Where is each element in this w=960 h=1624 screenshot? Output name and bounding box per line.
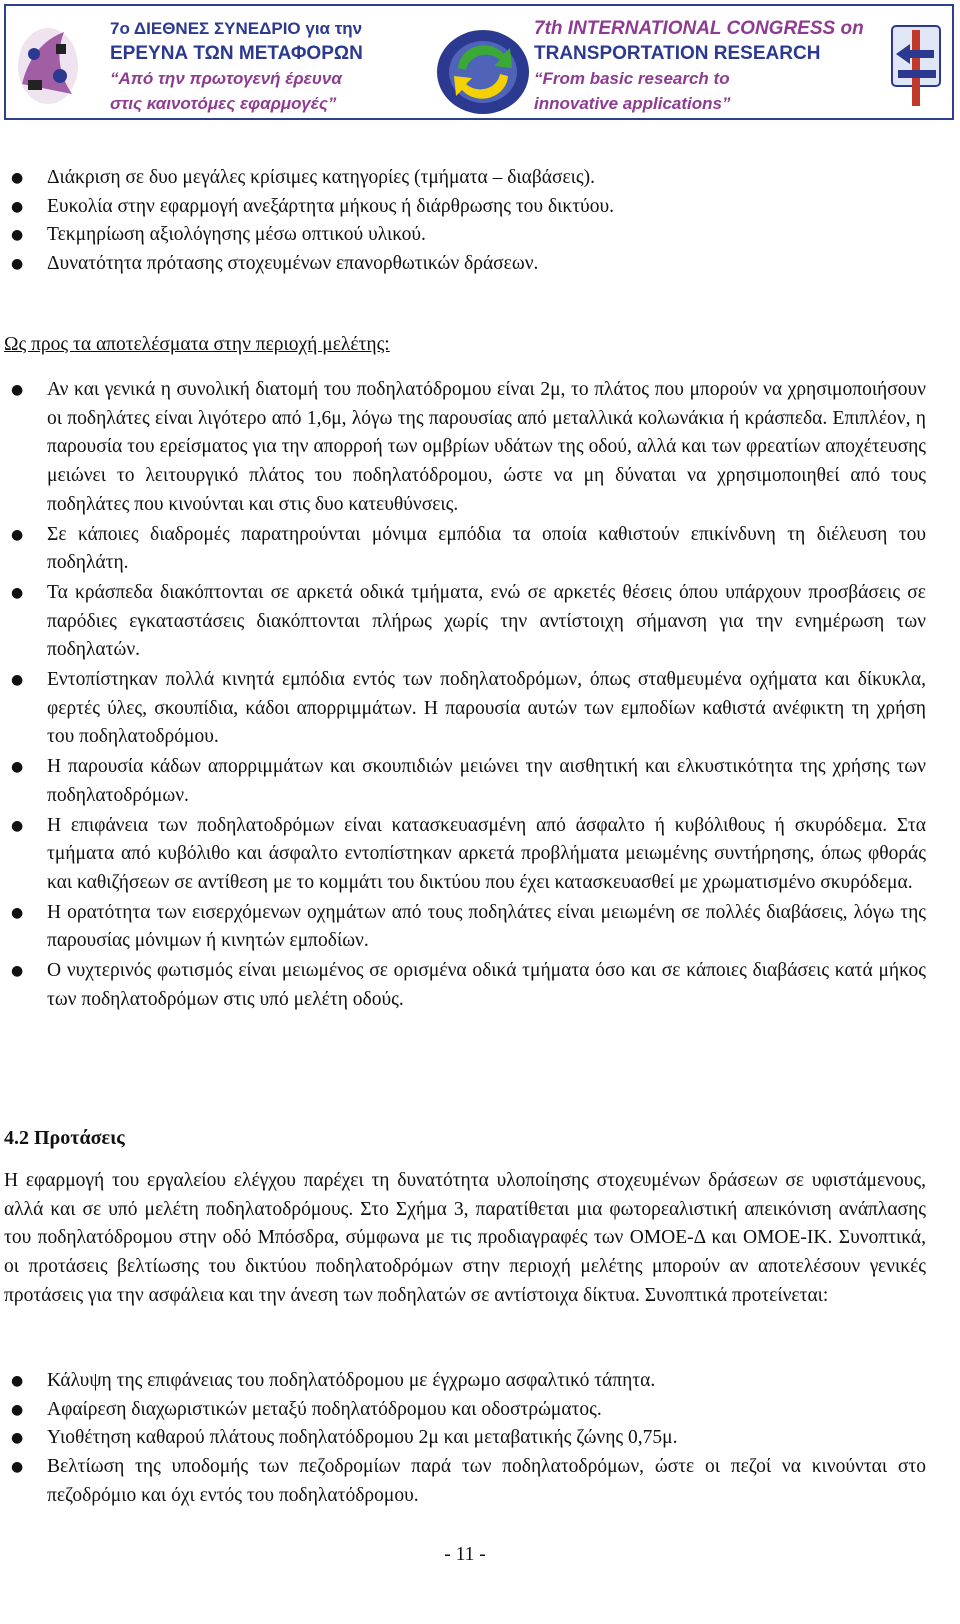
greek-subtitle-line2: στις καινοτόμες εφαρμογές”: [110, 94, 337, 113]
list-item: ● Κάλυψη της επιφάνειας του ποδηλατόδρομου με έγχρωμο ασφαλτικό τάπητα.: [0, 1367, 960, 1396]
list-item: ● Ευκολία στην εφαρμογή ανεξάρτητα μήκους ή διάρθρωσης του δικτύου.: [0, 193, 960, 222]
results-list: [0, 376, 960, 1015]
list-item: ● Δυνατότητα πρότασης στοχευμένων επανορθωτικών δράσεων.: [0, 250, 960, 279]
section-title: 4.2 Προτάσεις: [4, 1127, 125, 1149]
proposals-list: [0, 1367, 960, 1511]
page-number: - 11 -: [444, 1544, 486, 1565]
english-title-line1: 7th INTERNATIONAL CONGRESS on: [534, 18, 864, 39]
list-item: ● Η ορατότητα των εισερχόμενων οχημάτων από τους ποδηλάτες είναι μειωμένη σε πολλές διαβάσεις, λόγω της παρουσίας μόνιμων ή κινητών εμποδίων.: [0, 899, 960, 956]
bullet-icon: ●: [11, 227, 24, 244]
bullet-icon: ●: [11, 170, 24, 186]
bullet-icon: ●: [11, 759, 24, 776]
bullet-icon: ●: [11, 584, 24, 601]
bullet-icon: ●: [11, 256, 24, 273]
conference-banner: [4, 4, 954, 120]
bullet-icon: ●: [11, 817, 24, 834]
list-item: ● Σε κάποιες διαδρομές παρατηρούνται μόνιμα εμπόδια τα οποία καθιστούν επικίνδυνη τη διέλευση του ποδηλάτη.: [0, 521, 960, 578]
list-item: ● Ο νυχτερινός φωτισμός είναι μειωμένος σε ορισμένα οδικά τμήματα όσο και σε κάποιες διαβάσεις κατά μήκος των ποδηλατοδρόμων στις υπό μελέτη οδούς.: [0, 957, 960, 1014]
list-item: ● Διάκριση σε δυο μεγάλες κρίσιμες κατηγορίες (τμήματα – διαβάσεις).: [0, 164, 960, 193]
english-subtitle-line1: “From basic research to: [534, 69, 730, 88]
bullet-icon: ●: [11, 382, 24, 398]
bullet-icon: ●: [11, 672, 24, 689]
list-item: ● Βελτίωση της υποδομής των πεζοδρομίων παρά των ποδηλατοδρόμων, ώστε οι πεζοί να κινούνται στο πεζοδρόμιο και όχι εντός του ποδηλατόδρομου.: [0, 1453, 960, 1510]
greek-title-line1: 7ο ΔΙΕΘΝΕΣ ΣΥΝΕΔΡΙΟ για την: [110, 19, 363, 38]
english-title-block: [534, 16, 884, 116]
bullet-icon: ●: [11, 1459, 24, 1476]
recycle-globe-icon: [434, 28, 532, 116]
greek-title-line2: ΕΡΕΥΝΑ ΤΩΝ ΜΕΤΑΦΟΡΩΝ: [110, 43, 363, 64]
greek-title-block: [110, 16, 430, 116]
english-title-line2: TRANSPORTATION RESEARCH: [534, 43, 821, 64]
list-item: ● Τα κράσπεδα διακόπτονται σε αρκετά οδικά τμήματα, ενώ σε αρκετές θέσεις όπου υπάρχουν προσβάσεις σε παρόδιες εγκαταστάσεις διακόπτονται πλήρως χωρίς την αντίστοιχη σήμανση για την ενημέρωση των ποδηλατών.: [0, 579, 960, 665]
list-item: ● Υιοθέτηση καθαρού πλάτους ποδηλατόδρομου 2μ και μεταβατικής ζώνης 0,75μ.: [0, 1424, 960, 1453]
bullet-icon: ●: [11, 904, 24, 921]
english-subtitle-line2: innovative applications”: [534, 94, 731, 113]
list-item: ● Η επιφάνεια των ποδηλατοδρόμων είναι κατασκευασμένη από άσφαλτο ή κυβόλιθους ή σκυρόδεμα. Στα τμήματα από κυβόλιθο και άσφαλτο εντοπίστηκαν αρκετά προβλήματα μειωμένης συντήρησης, όπως φθοράς και καθιζήσεων σε αντίθεση με το κομμάτι του δικτύου που έχει κατασκευασθεί με χρωματισμένο σκυρόδεμα.: [0, 812, 960, 898]
list-item: ● Εντοπίστηκαν πολλά κινητά εμπόδια εντός των ποδηλατοδρόμων, όπως σταθμευμένα οχήματα και δίκυκλα, φερτές ύλες, σκουπίδια, κάδοι απορριμμάτων. Η παρουσία αυτών των εμποδίων καθιστά ανέφικτη τη χρήση του ποδηλατοδρόμου.: [0, 666, 960, 752]
advantages-list: [0, 164, 960, 279]
bullet-icon: ●: [11, 963, 24, 980]
bullet-icon: ●: [11, 526, 24, 543]
road-sign-icon: [886, 20, 948, 110]
conference-logo-icon: [12, 24, 88, 106]
bullet-icon: ●: [11, 1430, 24, 1447]
greek-subtitle-line1: “Από την πρωτογενή έρευνα: [110, 69, 342, 88]
list-item: ● Η παρουσία κάδων απορριμμάτων και σκουπιδιών μειώνει την αισθητική και ελκυστικότητα της χρήσης των ποδηλατοδρόμων.: [0, 753, 960, 810]
list-item: ● Τεκμηρίωση αξιολόγησης μέσω οπτικού υλικού.: [0, 221, 960, 250]
proposals-paragraph: Η εφαρμογή του εργαλείου ελέγχου παρέχει τη δυνατότητα υλοποίησης στοχευμένων δράσεων σε υφιστάμενους, αλλά και σε υπό μελέτη ποδηλατοδρόμους. Στο Σχήμα 3, παρατίθεται μια φωτορεαλιστική απεικόνιση ανάπλασης του ποδηλατόδρομου στην οδό Μπόσδρα, σύμφωνα με τις προδιαγραφές των ΟΜΟΕ-Δ και ΟΜΟΕ-ΙΚ. Συνοπτικά, οι προτάσεις βελτίωσης του δικτύου ποδηλατοδρόμων στην περιοχή μελέτης μπορούν αν αποτελέσουν γενικές προτάσεις για την ασφάλεια και την άνεση των ποδηλατών σε αντίστοιχα δίκτυα. Συνοπτικά προτείνεται:: [4, 1170, 926, 1306]
bullet-icon: ●: [11, 1401, 24, 1418]
list-item: ● Αν και γενικά η συνολική διατομή του ποδηλατόδρομου είναι 2μ, το πλάτος που μπορούν να χρησιμοποιήσουν οι ποδηλάτες είναι λιγότερο από 1,6μ, λόγω της παρουσίας από μεταλλικά κολωνάκια ή κράσπεδα. Επιπλέον, η παρουσία του ερείσματος για την απορροή των ομβρίων υδάτων της οδού, αλλά και των φρεατίων αποχέτευσης μειώνει το λειτουργικό πλάτος του ποδηλατόδρομου, ώστε να μη δύναται να χρησιμοποιηθεί από τους ποδηλάτες που κινούνται και στις δυο κατευθύνσεις.: [0, 376, 960, 520]
list-item: ● Αφαίρεση διαχωριστικών μεταξύ ποδηλατόδρομου και οδοστρώματος.: [0, 1396, 960, 1425]
bullet-icon: ●: [11, 198, 24, 215]
bullet-icon: ●: [11, 1373, 24, 1389]
results-heading: Ως προς τα αποτελέσματα στην περιοχή μελέτης:: [4, 334, 390, 355]
